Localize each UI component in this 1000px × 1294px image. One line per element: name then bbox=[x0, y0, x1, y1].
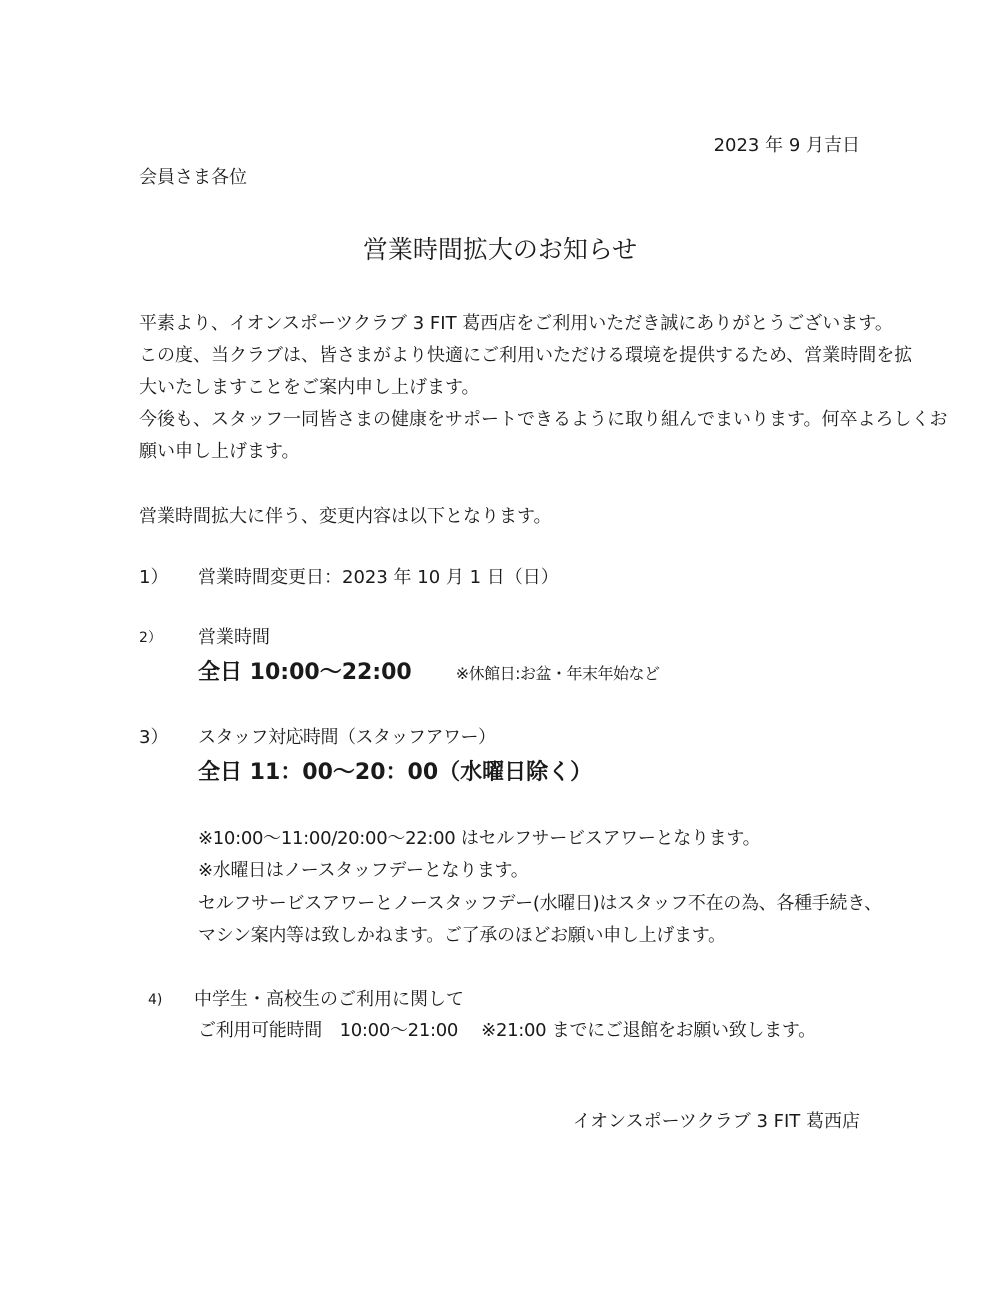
item-2-label: 営業時間 bbox=[198, 627, 270, 648]
page-title: 営業時間拡大のお知らせ bbox=[362, 235, 638, 264]
intro-line: この度、当クラブは、皆さまがより快適にご利用いただける環境を提供するため、営業時間を拡 bbox=[139, 345, 913, 366]
item-2-note: ※休館日:お盆・年末年始など bbox=[455, 664, 660, 683]
addressee: 会員さま各位 bbox=[139, 167, 247, 188]
item-3-note: マシン案内等は致しかねます。ご了承のほどお願い申し上げます。 bbox=[198, 925, 726, 946]
item-2-number: 2） bbox=[139, 630, 162, 646]
item-2-hours-row bbox=[198, 656, 660, 691]
item-4-number: 4) bbox=[148, 992, 163, 1008]
item-3-note: ※10:00～11:00/20:00～22:00 はセルフサービスアワーとなります。 bbox=[198, 828, 761, 849]
intro-line: 今後も、スタッフ一同皆さまの健康をサポートできるように取り組んでまいります。何卒よろしくお bbox=[139, 409, 948, 430]
issue-date: 2023 年 9 月吉日 bbox=[713, 135, 860, 156]
intro-line: 大いたしますことをご案内申し上げます。 bbox=[139, 377, 480, 398]
item-3-number: 3） bbox=[139, 727, 169, 748]
item-1-number: 1） bbox=[139, 567, 169, 588]
item-3-note: ※水曜日はノースタッフデーとなります。 bbox=[198, 860, 529, 881]
changes-lead: 営業時間拡大に伴う、変更内容は以下となります。 bbox=[139, 506, 552, 527]
item-3-label: スタッフ対応時間（スタッフアワー） bbox=[198, 727, 496, 748]
item-1-text: 営業時間変更日：2023 年 10 月 1 日（日） bbox=[198, 567, 559, 588]
item-2-hours: 全日 10:00～22:00 bbox=[198, 660, 412, 685]
intro-line: 平素より、イオンスポーツクラブ 3 FIT 葛西店をご利用いただき誠にありがとうございます。 bbox=[139, 313, 893, 334]
intro-line: 願い申し上げます。 bbox=[139, 441, 300, 462]
item-3-hours: 全日 11：00～20：00（水曜日除く） bbox=[198, 760, 593, 785]
item-3-note: セルフサービスアワーとノースタッフデー(水曜日)はスタッフ不在の為、各種手続き、 bbox=[198, 893, 882, 914]
item-4-label: 中学生・高校生のご利用に関して bbox=[194, 989, 464, 1010]
item-4-text: ご利用可能時間 10:00～21:00 ※21:00 までにご退館をお願い致します。 bbox=[198, 1020, 816, 1041]
signature: イオンスポーツクラブ 3 FIT 葛西店 bbox=[572, 1111, 860, 1132]
